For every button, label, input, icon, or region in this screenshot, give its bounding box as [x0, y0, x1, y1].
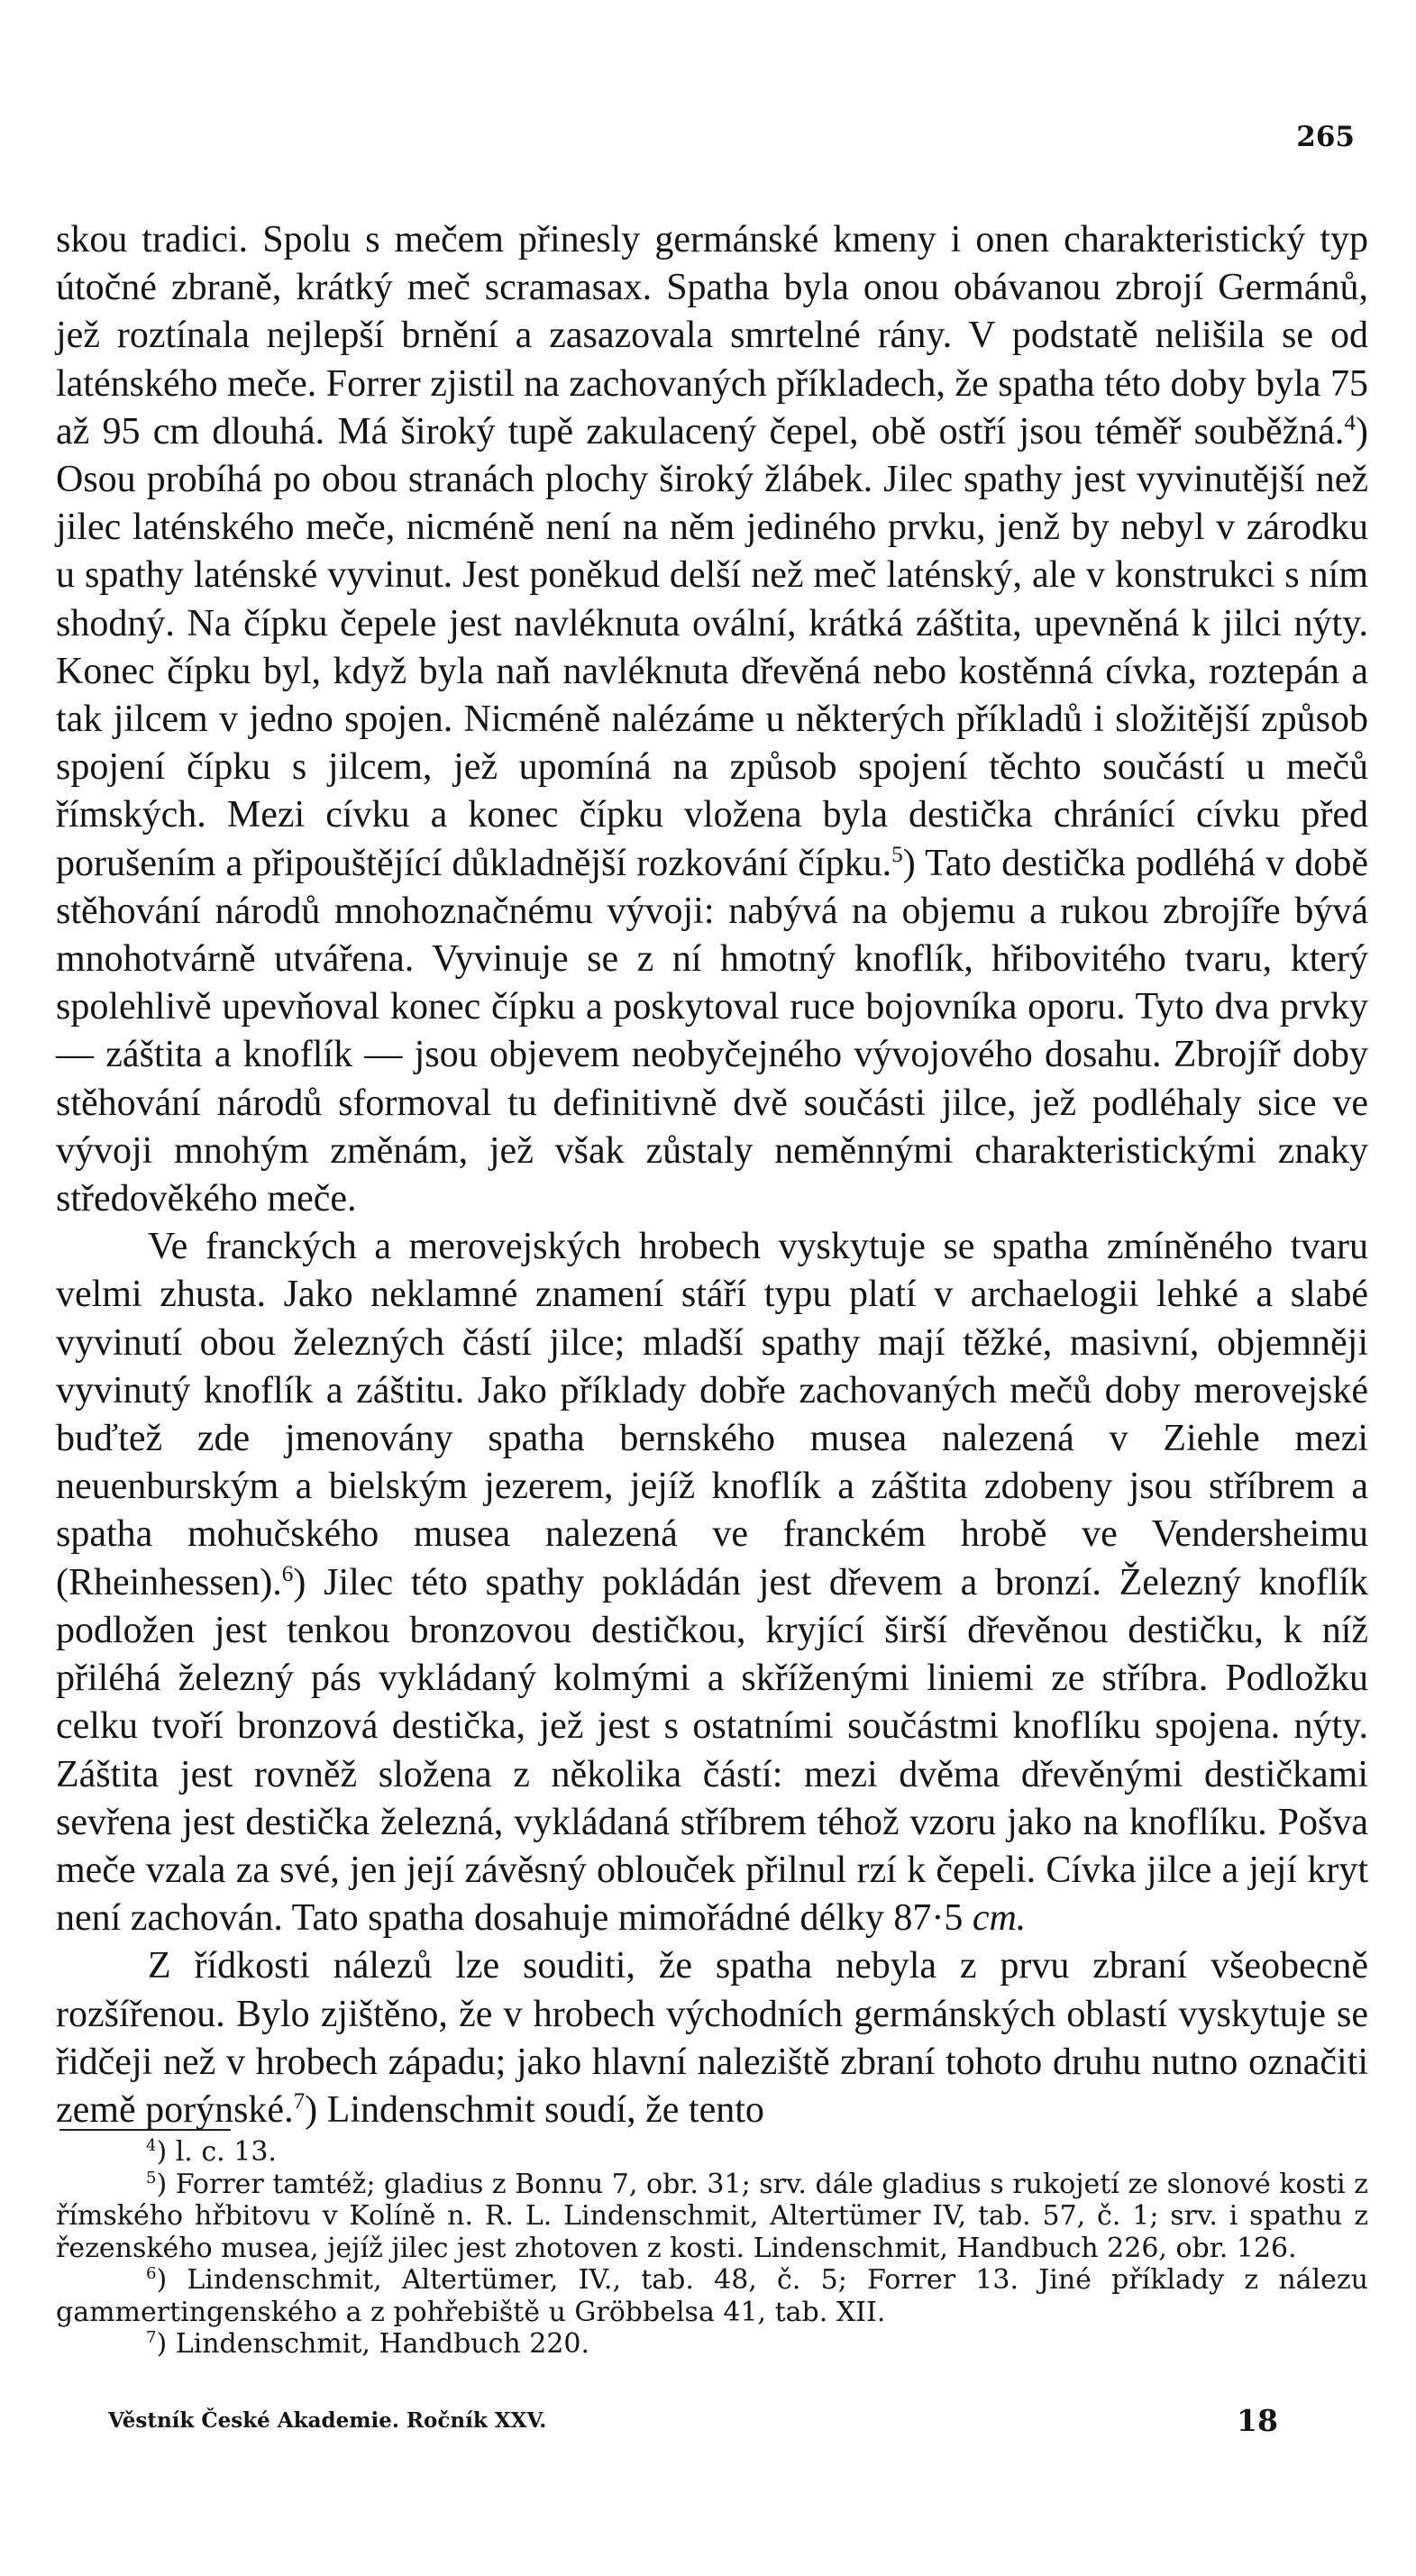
body-text [56, 216, 1368, 2134]
paragraph-1-continuation-a: ) Osou probíhá po obou stranách plochy široký žlábek. Jilec spathy jest vyvinutější než jilec laténského meče, nicméně není na něm jediného prvku, jenž by nebyl v zárodku u spathy laténské vyvinut. Jest poněkud delší než meč laténský, ale v konstrukci s ním shodný. Na čípku čepele jest navléknuta ovální, krátká záštita, upevněná k jilci nýty. Konec čípku byl, když byla naň navléknuta dřevěná nebo kostěnná cívka, roztepán a tak jilcem v jedno spojen. Nicméně nalézáme u některých příkladů i složitější způsob spojení čípku s jilcem, jež upomíná na způsob spojení těchto součástí u mečů římských. Mezi cívku a konec čípku vložena byla destička chránící cívku před porušením a připouštějící důkladnější rozkování čípku. [56, 410, 1368, 884]
footnote-ref-4: 4 [1344, 410, 1356, 435]
footnote-ref-5: 5 [891, 842, 903, 867]
paragraph-1 [56, 216, 1368, 1223]
footnote-marker: 6 [146, 2264, 157, 2283]
footnote-marker: 7 [146, 2328, 157, 2347]
paragraph-3-text: Z řídkosti nálezů lze souditi, že spatha nebyla z prvu zbraní všeobecně rozšířenou. Bylo zjištěno, že v hrobech východních germánských oblastí vyskytuje se řidčeji než v hrobech západu; jako hlavní naleziště zbraní tohoto druhu nutno označiti země porýnské. [56, 1945, 1368, 2131]
signature-number: 18 [1237, 2403, 1278, 2438]
unit-cm-final: cm. [972, 1897, 1027, 1940]
footnote-4 [56, 2136, 1368, 2169]
page-number: 265 [1296, 121, 1355, 153]
footnote-5 [56, 2169, 1368, 2265]
paragraph-3-continuation: ) Lindenschmit soudí, že tento [305, 2088, 764, 2131]
paragraph-1-text: skou tradici. Spolu s mečem přinesly germánské kmeny i onen charakteristický typ útočné zbraně, krátký meč scramasax. Spatha byla onou obávanou zbrojí Germánů, jež roztínala nejlepší brnění a zasazovala smrtelné rány. V podstatě nelišila se od laténského meče. Forrer zjistil na zachovaných příkladech, že spatha této doby byla 75 až 95 cm dlouhá. Má široký tupě zakulacený čepel, obě ostří jsou téměř souběžná. [56, 219, 1368, 452]
paragraph-2-text: Ve franckých a merovejských hrobech vyskytuje se spatha zmíněného tvaru velmi zhusta. Jako neklamné znamení stáří typu platí v archaelogii lehké a slabé vyvinutí obou železných částí jilce; mladší spathy mají těžké, masivní, objemněji vyvinutý knoflík a záštitu. Jako příklady dobře zachovaných mečů doby merovejské buďtež zde jmenovány spatha bernského musea nalezená v Ziehle mezi neuenburským a bielským jezerem, jejíž knoflík a záštita zdobeny jsou stříbrem a spatha mohučského musea nalezená ve franckém hrobě ve Vendersheimu (Rheinhessen). [56, 1226, 1368, 1603]
footnotes [56, 2136, 1368, 2361]
paragraph-2-continuation: ) Jilec této spathy pokládán jest dřevem a bronzí. Železný knoflík podložen jest tenkou bronzovou destičkou, kryjící širší dřevěnou destičku, k níž přiléhá železný pás vykládaný kolmými a skříženými liniemi ze stříbra. Podložku celku tvoří bronzová destička, jež jest s ostatními součástmi knoflíku spojena. nýty. Záštita jest rovněž složena z několika částí: mezi dvěma dřevěnými destičkami sevřena jest destička železná, vykládaná stříbrem téhož vzoru jako na knoflíku. Pošva meče vzala za své, jen její závěsný oblouček přilnul rzí k čepeli. Cívka jilce a její kryt není zachován. Tato spatha dosahuje mimořádné délky 87·5 [56, 1561, 1368, 1940]
paragraph-2 [56, 1223, 1368, 1942]
running-footer: Věstník České Akademie. Ročník XXV. [108, 2408, 547, 2433]
footnote-text: ) Lindenschmit, Handbuch 220. [156, 2328, 590, 2360]
footnote-ref-6: 6 [281, 1561, 294, 1586]
footnote-divider [59, 2129, 231, 2131]
footnote-marker: 5 [146, 2168, 157, 2188]
paragraph-3 [56, 1942, 1368, 2134]
footnote-marker: 4 [146, 2136, 157, 2155]
paragraph-1-continuation-b: ) Tato destička podléhá v době stěhování národů mnohoznačnému vývoji: nabývá na objemu a rukou zbrojíře bývá mnohotvárně utvářena. Vyvinuje se z ní hmotný knoflík, hřibovitého tvaru, který spolehlivě upevňoval konec čípku a poskytoval ruce bojovníka oporu. Tyto dva prvky — záštita a knoflík — jsou objevem neobyčejného vývojového dosahu. Zbrojíř doby stěhování národů sformoval tu definitivně dvě součásti jilce, jež podléhaly sice ve vývoji mnohým změnám, jež však zůstaly neměnnými charakteristickými znaky středověkého meče. [56, 842, 1369, 1220]
footnote-7 [56, 2328, 1368, 2361]
footnote-text: ) Forrer tamtéž; gladius z Bonnu 7, obr. 31; srv. dále gladius s rukojetí ze slonové kosti z římského hřbitovu v Kolíně n. R. L. Lindenschmit, Altertümer IV, tab. 57, č. 1; srv. i spathu z řezenského musea, jejíž jilec jest zhotoven z kosti. Lindenschmit, Handbuch 226, obr. 126. [56, 2168, 1368, 2264]
footnote-text: ) Lindenschmit, Altertümer, IV., tab. 48, č. 5; Forrer 13. Jiné příklady z nálezu gammertingenského a z pohřebiště u Gröbbelsa 41, tab. XII. [56, 2264, 1368, 2328]
footnote-6 [56, 2264, 1368, 2328]
footnote-text: ) l. c. 13. [156, 2136, 277, 2168]
footnote-ref-7: 7 [293, 2088, 306, 2114]
